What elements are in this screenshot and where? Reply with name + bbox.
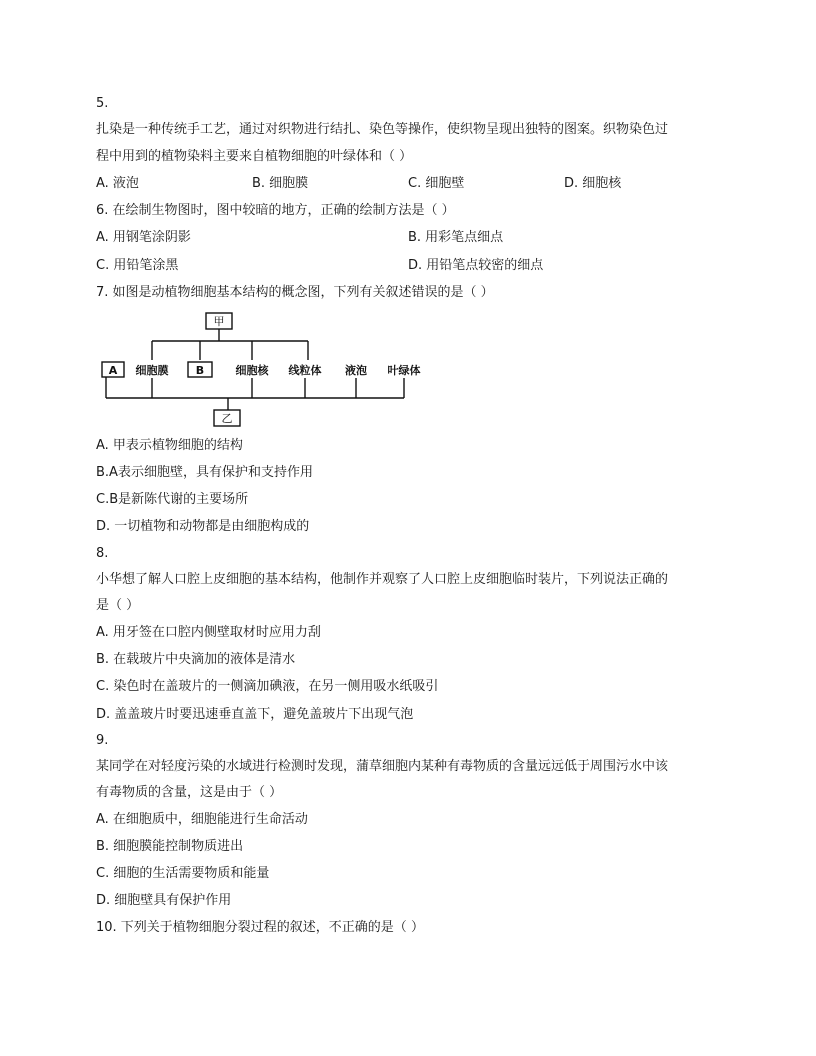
- q5-option-c: C. 细胞壁: [408, 176, 465, 191]
- q5-stem-line2: 程中用到的植物染料主要来自植物细胞的叶绿体和（ ）: [96, 149, 413, 164]
- q6-option-b: B. 用彩笔点细点: [408, 230, 504, 245]
- q6-stem: 6. 在绘制生物图时，图中较暗的地方，正确的绘制方法是（ ）: [96, 203, 455, 218]
- q8-option-d: D. 盖盖玻片时要迅速垂直盖下，避免盖玻片下出现气泡: [96, 707, 414, 722]
- q8-option-c: C. 染色时在盖玻片的一侧滴加碘液，在另一侧用吸水纸吸引: [96, 679, 439, 694]
- q8-option-a: A. 用牙签在口腔内侧壁取材时应用力刮: [96, 625, 321, 640]
- q6-option-a: A. 用钢笔涂阴影: [96, 230, 191, 245]
- q8-option-b: B. 在载玻片中央滴加的液体是清水: [96, 652, 296, 667]
- q7-option-b: B.A表示细胞壁，具有保护和支持作用: [96, 465, 313, 480]
- q9-option-c: C. 细胞的生活需要物质和能量: [96, 866, 270, 881]
- q9-option-a: A. 在细胞质中，细胞能进行生命活动: [96, 812, 308, 827]
- q9-stem-line1: 某同学在对轻度污染的水域进行检测时发现，蒲草细胞内某种有毒物质的含量远远低于周围污水中该: [96, 759, 669, 774]
- q5-option-b: B. 细胞膜: [252, 176, 309, 191]
- diagram-label-a: A: [108, 364, 118, 377]
- q7-option-d: D. 一切植物和动物都是由细胞构成的: [96, 519, 310, 534]
- q8-stem-line1: 小华想了解人口腔上皮细胞的基本结构，他制作并观察了人口腔上皮细胞临时装片，下列说法正确的: [96, 572, 669, 587]
- q8-number: 8.: [96, 546, 109, 561]
- q5-number: 5.: [96, 96, 109, 111]
- q5-option-a: A. 液泡: [96, 176, 139, 191]
- q7-option-c: C.B是新陈代谢的主要场所: [96, 492, 249, 507]
- q9-stem-line2: 有毒物质的含量，这是由于（ ）: [96, 785, 283, 800]
- diagram-label-cell-membrane: 细胞膜: [135, 364, 169, 377]
- q6-option-d: D. 用铅笔点较密的细点: [408, 258, 544, 273]
- diagram-label-b: B: [195, 364, 205, 377]
- diagram-label-vacuole: 液泡: [345, 364, 367, 377]
- q9-option-d: D. 细胞壁具有保护作用: [96, 893, 232, 908]
- q10-stem: 10. 下列关于植物细胞分裂过程的叙述，不正确的是（ ）: [96, 920, 424, 935]
- q6-option-c: C. 用铅笔涂黑: [96, 258, 179, 273]
- diagram-label-nucleus: 细胞核: [235, 364, 269, 377]
- q7-stem: 7. 如图是动植物细胞基本结构的概念图，下列有关叙述错误的是（ ）: [96, 285, 494, 300]
- q9-number: 9.: [96, 733, 109, 748]
- diagram-label-chloroplast: 叶绿体: [387, 364, 421, 377]
- diagram-bottom-label: 乙: [221, 412, 233, 425]
- q9-option-b: B. 细胞膜能控制物质进出: [96, 839, 244, 854]
- diagram-top-label: 甲: [213, 315, 225, 328]
- q5-option-d: D. 细胞核: [564, 176, 622, 191]
- q7-option-a: A. 甲表示植物细胞的结构: [96, 438, 243, 453]
- diagram-label-mitochondria: 线粒体: [288, 364, 322, 377]
- cell-structure-concept-diagram: [96, 308, 421, 433]
- q8-stem-line2: 是（ ）: [96, 598, 140, 613]
- q5-stem-line1: 扎染是一种传统手工艺，通过对织物进行结扎、染色等操作，使织物呈现出独特的图案。织物染色过: [96, 122, 669, 137]
